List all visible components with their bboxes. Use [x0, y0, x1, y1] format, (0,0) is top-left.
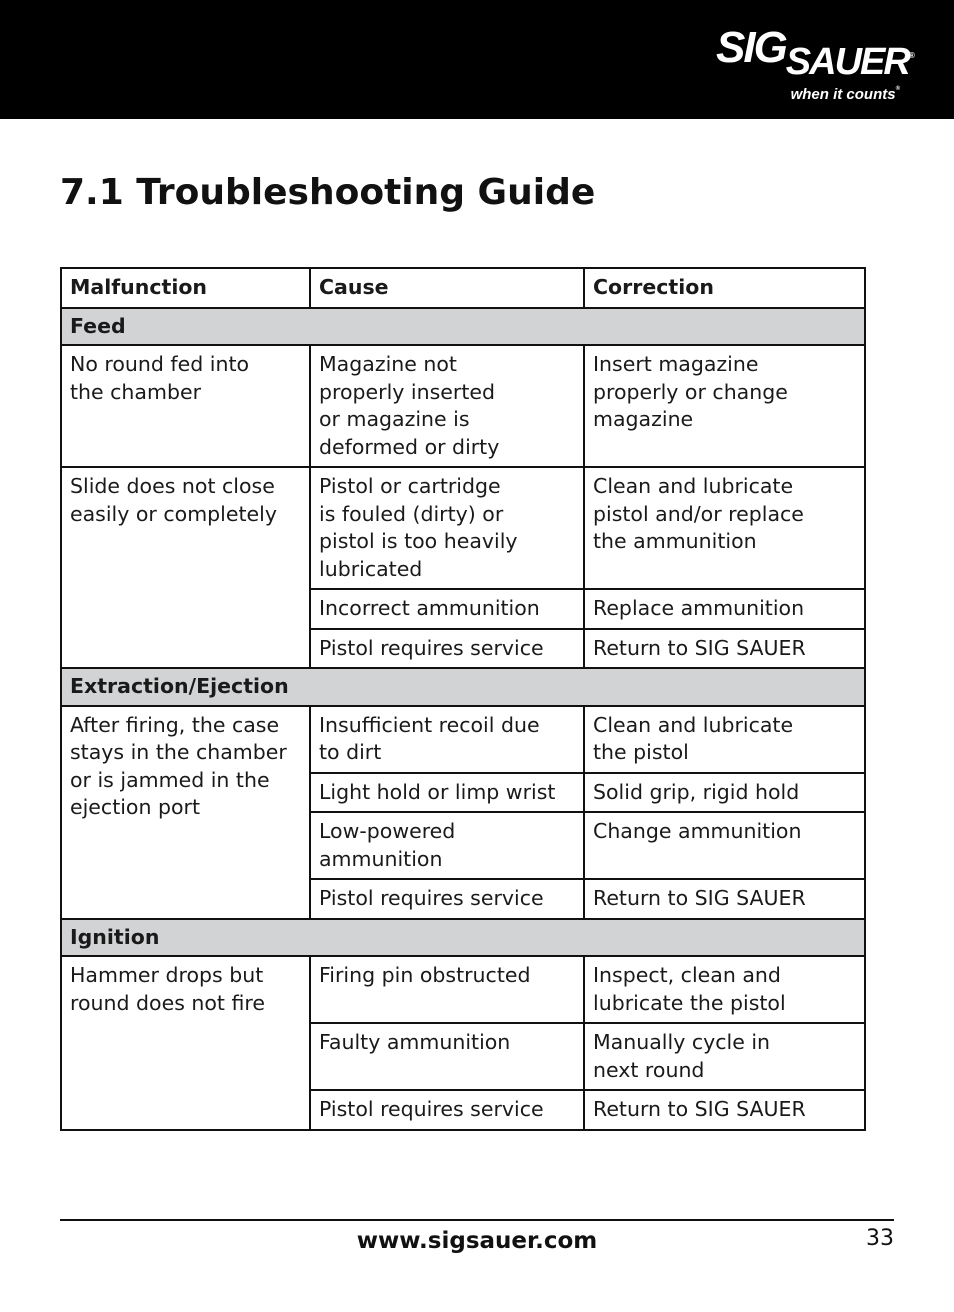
page-title: 7.1 Troubleshooting Guide [60, 172, 596, 213]
tagline-registered-mark: ® [895, 86, 900, 92]
cause-cell: Incorrect ammunition [310, 589, 584, 629]
malfunction-cell: Hammer drops but round does not fire [61, 956, 310, 1130]
table-row [61, 706, 865, 773]
header-cause: Cause [310, 268, 584, 308]
malfunction-cell: After firing, the case stays in the chamber or is jammed in the ejection port [61, 706, 310, 919]
correction-cell: Clean and lubricate pistol and/or replace the ammunition [584, 467, 865, 589]
section-heading: Ignition [61, 919, 865, 957]
logo-wordmark [716, 23, 913, 83]
header-malfunction: Malfunction [61, 268, 310, 308]
logo-sauer: SAUER [785, 41, 909, 83]
tagline-text: when it counts [790, 86, 896, 103]
logo-registered-mark: ® [908, 51, 913, 60]
cause-cell: Pistol requires service [310, 879, 584, 919]
table-row [61, 345, 865, 467]
page-number: 33 [866, 1226, 894, 1251]
section-row-extraction [61, 668, 865, 706]
logo-tagline [791, 86, 900, 103]
table-row [61, 467, 865, 589]
cause-cell: Pistol or cartridge is fouled (dirty) or pistol is too heavily lubricated [310, 467, 584, 589]
table-row [61, 956, 865, 1023]
correction-cell: Return to SIG SAUER [584, 879, 865, 919]
correction-cell: Return to SIG SAUER [584, 629, 865, 669]
cause-cell: Magazine not properly inserted or magazine is deformed or dirty [310, 345, 584, 467]
page-header [0, 0, 954, 119]
section-heading: Extraction/Ejection [61, 668, 865, 706]
troubleshooting-table [60, 267, 866, 1131]
table-header-row [61, 268, 865, 308]
correction-cell: Insert magazine properly or change magazine [584, 345, 865, 467]
correction-cell: Replace ammunition [584, 589, 865, 629]
cause-cell: Low-powered ammunition [310, 812, 584, 879]
cause-cell: Firing pin obstructed [310, 956, 584, 1023]
correction-cell: Change ammunition [584, 812, 865, 879]
sig-sauer-logo [706, 23, 913, 106]
cause-cell: Light hold or limp wrist [310, 773, 584, 813]
correction-cell: Inspect, clean and lubricate the pistol [584, 956, 865, 1023]
footer-divider [60, 1219, 894, 1221]
logo-sig: SIG [716, 23, 786, 72]
malfunction-cell: No round fed into the chamber [61, 345, 310, 467]
malfunction-cell: Slide does not close easily or completely [61, 467, 310, 668]
cause-cell: Pistol requires service [310, 1090, 584, 1130]
correction-cell: Clean and lubricate the pistol [584, 706, 865, 773]
cause-cell: Insufficient recoil due to dirt [310, 706, 584, 773]
footer-website-link[interactable]: www.sigsauer.com [356, 1228, 598, 1254]
section-row-feed [61, 308, 865, 346]
correction-cell: Manually cycle in next round [584, 1023, 865, 1090]
header-correction: Correction [584, 268, 865, 308]
cause-cell: Pistol requires service [310, 629, 584, 669]
section-row-ignition [61, 919, 865, 957]
correction-cell: Return to SIG SAUER [584, 1090, 865, 1130]
section-heading: Feed [61, 308, 865, 346]
cause-cell: Faulty ammunition [310, 1023, 584, 1090]
correction-cell: Solid grip, rigid hold [584, 773, 865, 813]
